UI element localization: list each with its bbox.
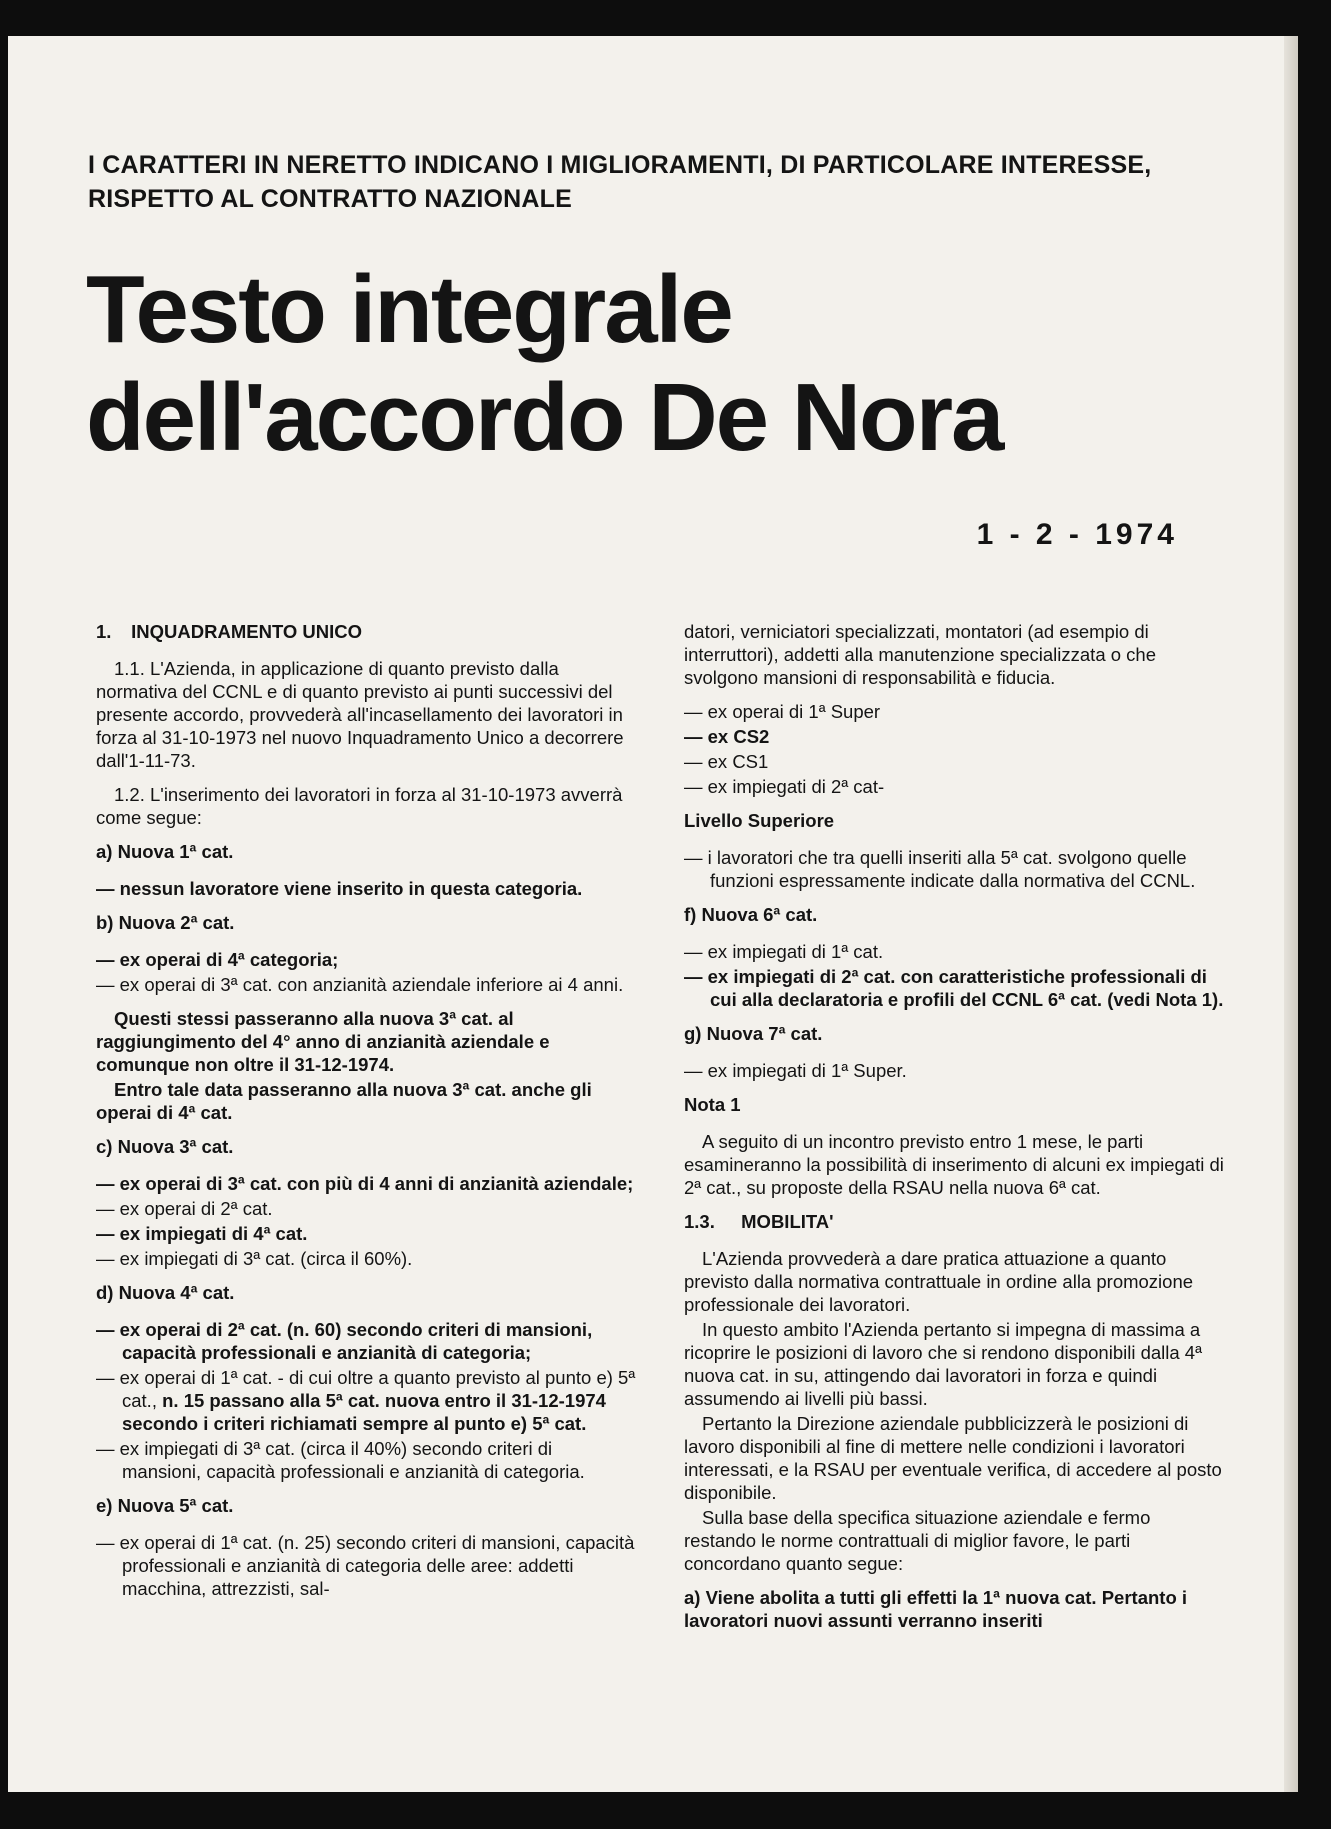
left-column [96, 620, 636, 1611]
right-column [684, 620, 1224, 1643]
bold-paragraph: Entro tale data passeranno alla nuova 3ª cat. anche gli operai di 4ª cat. [96, 1079, 592, 1123]
list-item: — ex operai di 3ª cat. con più di 4 anni di anzianità aziendale; [96, 1173, 634, 1194]
section-number: 1. [96, 621, 112, 642]
list-item-bold-text: n. 15 passano alla 5ª cat. nuova entro il 31-12-1974 secondo i criteri richiamati sempre al punto e) 5ª cat. [122, 1390, 606, 1434]
title-line-1: Testo integrale [86, 256, 732, 363]
paragraph: Pertanto la Direzione aziendale pubblicizzerà le posizioni di lavoro disponibili al fine di mettere nelle condizioni i lavoratori interessati, e la RSAU per eventuale verifica, di accedere al posto disponibile. [684, 1413, 1222, 1503]
paragraph: L'Azienda provvederà a dare pratica attuazione a quanto previsto dalla normativa contrattuale in ordine alla promozione professionale dei lavoratori. [684, 1248, 1194, 1315]
paragraph: In questo ambito l'Azienda pertanto si impegna di massima a ricoprire le posizioni di lavoro che si rendono disponibili dalla 4ª nuova cat. in su, attingendo dai lavoratori in forza e quindi assumendo ai livelli più bassi. [684, 1319, 1202, 1409]
subsection-title: d) Nuova 4ª cat. [96, 1282, 235, 1303]
list-item: — ex impiegati di 2ª cat- [684, 776, 885, 797]
subsection-title: e) Nuova 5ª cat. [96, 1495, 234, 1516]
bold-paragraph: a) Viene abolita a tutti gli effetti la 1ª nuova cat. Pertanto i lavoratori nuovi assunti verranno inseriti [684, 1587, 1188, 1631]
section-title: INQUADRAMENTO UNICO [131, 621, 363, 642]
list-item: — ex impiegati di 4ª cat. [96, 1223, 308, 1244]
subsection-title: f) Nuova 6ª cat. [684, 904, 818, 925]
page-title [86, 256, 1002, 472]
subsection-title: b) Nuova 2ª cat. [96, 912, 235, 933]
section-heading [96, 620, 636, 643]
list-item-text: — ex operai di 1ª cat. - di cui oltre a quanto previsto al punto e) 5ª cat., [96, 1367, 636, 1411]
list-item: — ex impiegati di 2ª cat. con caratteristiche professionali di cui alla declaratoria e profili del CCNL 6ª cat. (vedi Nota 1). [684, 966, 1224, 1010]
list-item: — nessun lavoratore viene inserito in questa categoria. [96, 878, 583, 899]
paragraph: Sulla base della specifica situazione aziendale e fermo restando le norme contrattuali di miglior favore, le parti concordano quanto segue: [684, 1507, 1151, 1574]
list-item: — ex impiegati di 1ª cat. [684, 941, 884, 962]
list-item: — ex impiegati di 3ª cat. (circa il 40%) secondo criteri di mansioni, capacità professionali e anzianità di categoria. [96, 1438, 585, 1482]
document-page [8, 36, 1298, 1792]
list-item: — ex operai di 2ª cat. [96, 1198, 273, 1219]
agreement-date: 1 - 2 - 1974 [976, 518, 1178, 551]
list-item: — ex operai di 1ª cat. (n. 25) secondo criteri di mansioni, capacità professionali e anzianità di categoria delle aree: addetti macchina, attrezzisti, sal- [96, 1532, 635, 1599]
subsection-title: Livello Superiore [684, 810, 835, 831]
section-heading [684, 1210, 1224, 1233]
list-item: — ex impiegati di 1ª Super. [684, 1060, 907, 1081]
note-title: Nota 1 [684, 1094, 741, 1115]
scan-edge [1284, 36, 1298, 1792]
list-item: — ex CS1 [684, 751, 769, 772]
subsection-title: g) Nuova 7ª cat. [684, 1023, 823, 1044]
list-item [96, 1366, 636, 1435]
list-item: — ex operai di 1ª Super [684, 701, 881, 722]
section-number: 1.3. [684, 1211, 715, 1232]
bold-paragraph: Questi stessi passeranno alla nuova 3ª cat. al raggiungimento del 4° anno di anzianità aziendale e comunque non oltre il 31-12-1974. [96, 1008, 550, 1075]
paragraph: 1.2. L'inserimento dei lavoratori in forza al 31-10-1973 avverrà come segue: [96, 784, 623, 828]
list-item: — ex CS2 [684, 726, 770, 747]
paragraph: datori, verniciatori specializzati, montatori (ad esempio di interruttori), addetti alla manutenzione specializzata o che svolgono mansioni di responsabilità e fiducia. [684, 621, 1157, 688]
paragraph: A seguito di un incontro previsto entro 1 mese, le parti esamineranno la possibilità di inserimento di alcuni ex impiegati di 2ª cat., su proposte della RSAU nella nuova 6ª cat. [684, 1131, 1224, 1198]
subsection-title: c) Nuova 3ª cat. [96, 1136, 234, 1157]
list-item: — i lavoratori che tra quelli inseriti alla 5ª cat. svolgono quelle funzioni espressamente indicate dalla normativa del CCNL. [684, 847, 1196, 891]
list-item: — ex impiegati di 3ª cat. (circa il 60%). [96, 1248, 413, 1269]
subsection-title: a) Nuova 1ª cat. [96, 841, 234, 862]
bold-notice: I CARATTERI IN NERETTO INDICANO I MIGLIORAMENTI, DI PARTICOLARE INTERESSE, RISPETTO AL CONTRATTO NAZIONALE [88, 151, 1152, 213]
title-line-2: dell'accordo De Nora [86, 364, 1003, 471]
list-item: — ex operai di 2ª cat. (n. 60) secondo criteri di mansioni, capacità professionali e anzianità di categoria; [96, 1319, 593, 1363]
list-item: — ex operai di 4ª categoria; [96, 949, 339, 970]
section-title: MOBILITA' [741, 1211, 834, 1232]
list-item: — ex operai di 3ª cat. con anzianità aziendale inferiore ai 4 anni. [96, 974, 624, 995]
paragraph: 1.1. L'Azienda, in applicazione di quanto previsto dalla normativa del CCNL e di quanto previsto ai punti successivi del presente accordo, provvederà all'incasellamento dei lavoratori in forza al 31-10-1973 nel nuovo Inquadramento Unico a decorrere dall'1-11-73. [96, 658, 624, 771]
